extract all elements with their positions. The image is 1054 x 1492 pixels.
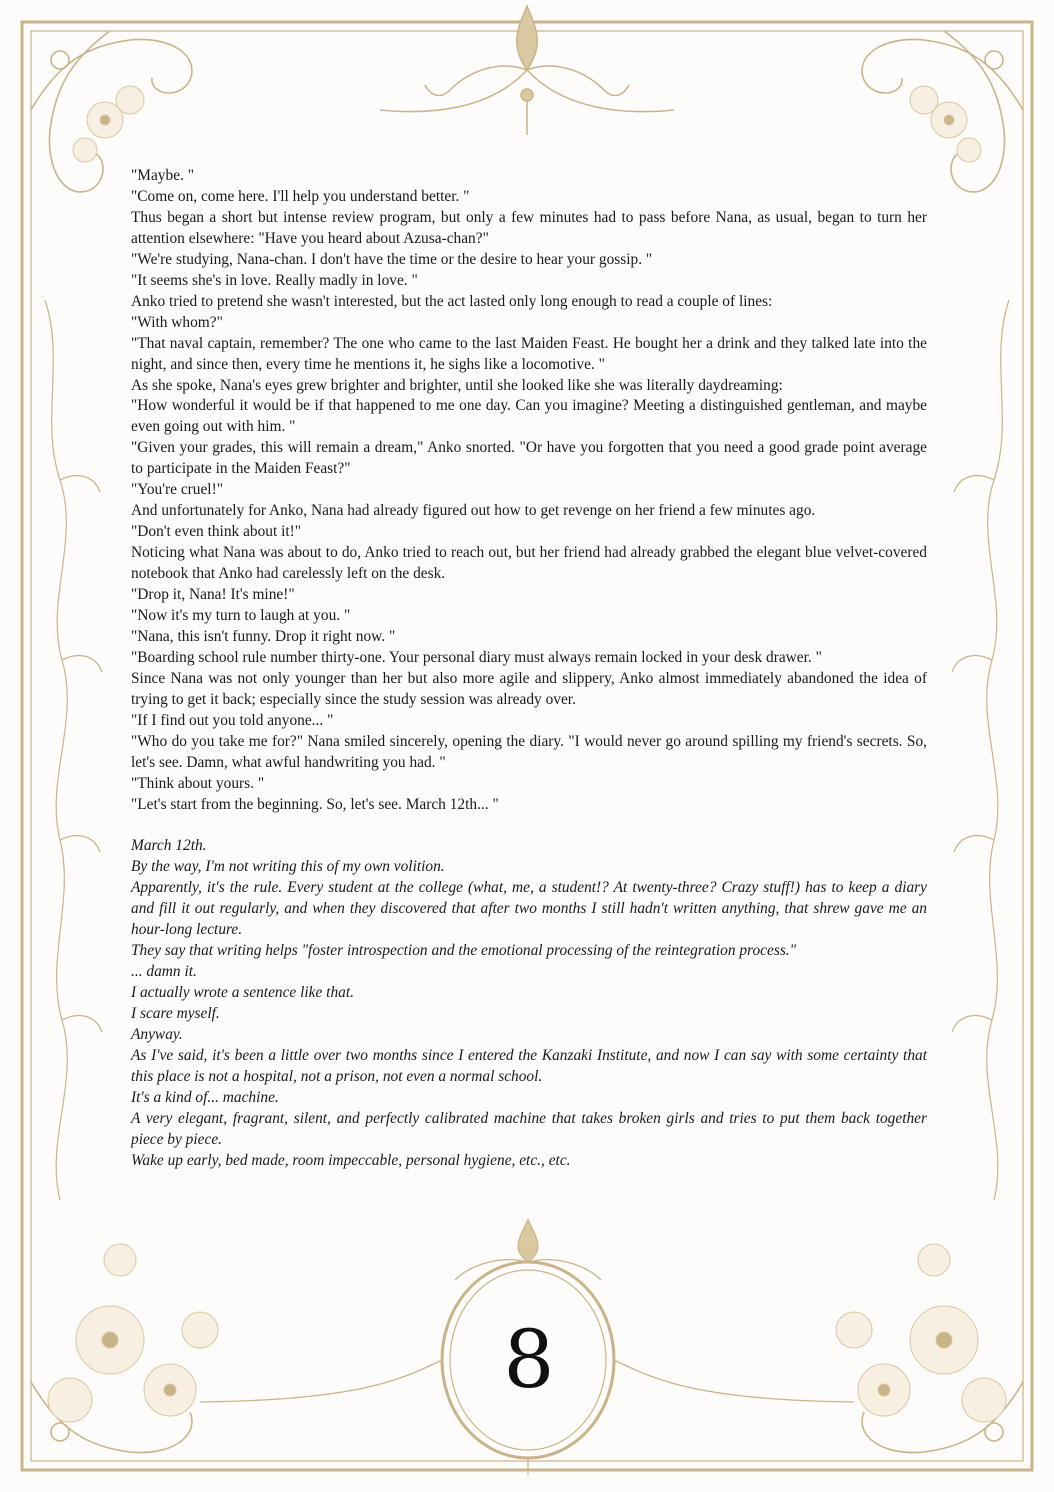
diary-line: As I've said, it's been a little over two months since I entered the Kanzaki Institute, and now I can say with some certainty that this place is not a hospital, not a prison, not even a normal school. <box>131 1047 927 1085</box>
vine-left <box>45 300 102 1200</box>
diary-line: Apparently, it's the rule. Every student at the college (what, me, a student!? At twenty-three? Crazy stuff!) has to keep a diary and fill it out regularly, and when they discovered that after two months I still hadn't written anything, that shrew gave me an hour-long lecture. <box>131 879 927 939</box>
paragraph: Since Nana was not only younger than her but also more agile and slippery, Anko almost immediately abandoned the idea of trying to get it back; especially since the study session was already over. <box>131 669 927 708</box>
blossom-top-right <box>910 86 981 162</box>
paragraph: "It seems she's in love. Really madly in love. " <box>131 271 418 289</box>
paragraph: "That naval captain, remember? The one who came to the last Maiden Feast. He bought her a drink and they talked late into the night, and since then, every time he mentions it, he sighs like a locomotive. " <box>131 334 927 373</box>
page-number: 8 <box>503 1313 555 1406</box>
paragraph: "Now it's my turn to laugh at you. " <box>131 607 351 625</box>
blossom-bottom-right <box>836 1244 1006 1422</box>
vine-right <box>952 300 1009 1200</box>
paragraph: Noticing what Nana was about to do, Anko tried to reach out, but her friend had already grabbed the elegant blue velvet-covered notebook that Anko had carelessly left on the desk. <box>131 544 927 583</box>
paragraph: "How wonderful it would be if that happened to me one day. Can you imagine? Meeting a distinguished gentleman, and maybe even going out with him. " <box>131 397 927 436</box>
paragraph: "Boarding school rule number thirty-one. Your personal diary must always remain locked in your desk drawer. " <box>131 648 822 666</box>
paragraph: "You're cruel!" <box>131 481 223 499</box>
paragraph: Thus began a short but intense review program, but only a few minutes had to pass before Nana, as usual, began to turn her attention elsewhere: "Have you heard about Azusa-chan?" <box>131 208 927 247</box>
paragraph: And unfortunately for Anko, Nana had already figured out how to get revenge on her friend a few minutes ago. <box>131 502 816 520</box>
section-gap <box>131 816 927 837</box>
paragraph: Anko tried to pretend she wasn't interested, but the act lasted only long enough to read a couple of lines: <box>131 292 773 310</box>
paragraph: "Let's start from the beginning. So, let's see. March 12th... " <box>131 795 499 813</box>
diary-line: Wake up early, bed made, room impeccable, personal hygiene, etc., etc. <box>131 1151 571 1169</box>
paragraph: "Who do you take me for?" Nana smiled sincerely, opening the diary. "I would never go around spilling my friend's secrets. So, let's see. Damn, what awful handwriting you had. " <box>131 732 927 771</box>
paragraph: "Drop it, Nana! It's mine!" <box>131 586 295 604</box>
story-text <box>131 166 927 1172</box>
diary-line: A very elegant, fragrant, silent, and perfectly calibrated machine that takes broken girls and tries to put them back together piece by piece. <box>131 1109 927 1148</box>
paragraph: "Given your grades, this will remain a dream," Anko snorted. "Or have you forgotten that you need a good grade point average to participate in the Maiden Feast?" <box>131 439 927 478</box>
diary-line: It's a kind of... machine. <box>131 1088 279 1106</box>
blossom-top-left <box>73 86 144 162</box>
paragraph: "With whom?" <box>131 313 223 331</box>
diary-line: By the way, I'm not writing this of my own volition. <box>131 858 445 876</box>
diary-line: They say that writing helps "foster introspection and the emotional processing of the reintegration process." <box>131 942 797 960</box>
paragraph: "Don't even think about it!" <box>131 523 302 541</box>
diary-line: ... damn it. <box>131 963 197 981</box>
diary-line: I actually wrote a sentence like that. <box>131 984 354 1002</box>
paragraph: "Think about yours. " <box>131 774 265 792</box>
paragraph: "Come on, come here. I'll help you understand better. " <box>131 187 470 205</box>
diary-line: I scare myself. <box>131 1005 220 1023</box>
blossom-bottom-left <box>48 1244 218 1422</box>
diary-line: Anyway. <box>131 1026 183 1044</box>
paragraph: As she spoke, Nana's eyes grew brighter and brighter, until she looked like she was literally daydreaming: <box>131 376 783 394</box>
paragraph: "If I find out you told anyone... " <box>131 711 334 729</box>
diary-line: March 12th. <box>131 837 207 855</box>
paragraph: "We're studying, Nana-chan. I don't have the time or the desire to hear your gossip. " <box>131 250 653 268</box>
fleur-ornament-top <box>380 6 674 135</box>
paragraph: "Maybe. " <box>131 167 194 184</box>
paragraph: "Nana, this isn't funny. Drop it right now. " <box>131 627 396 645</box>
